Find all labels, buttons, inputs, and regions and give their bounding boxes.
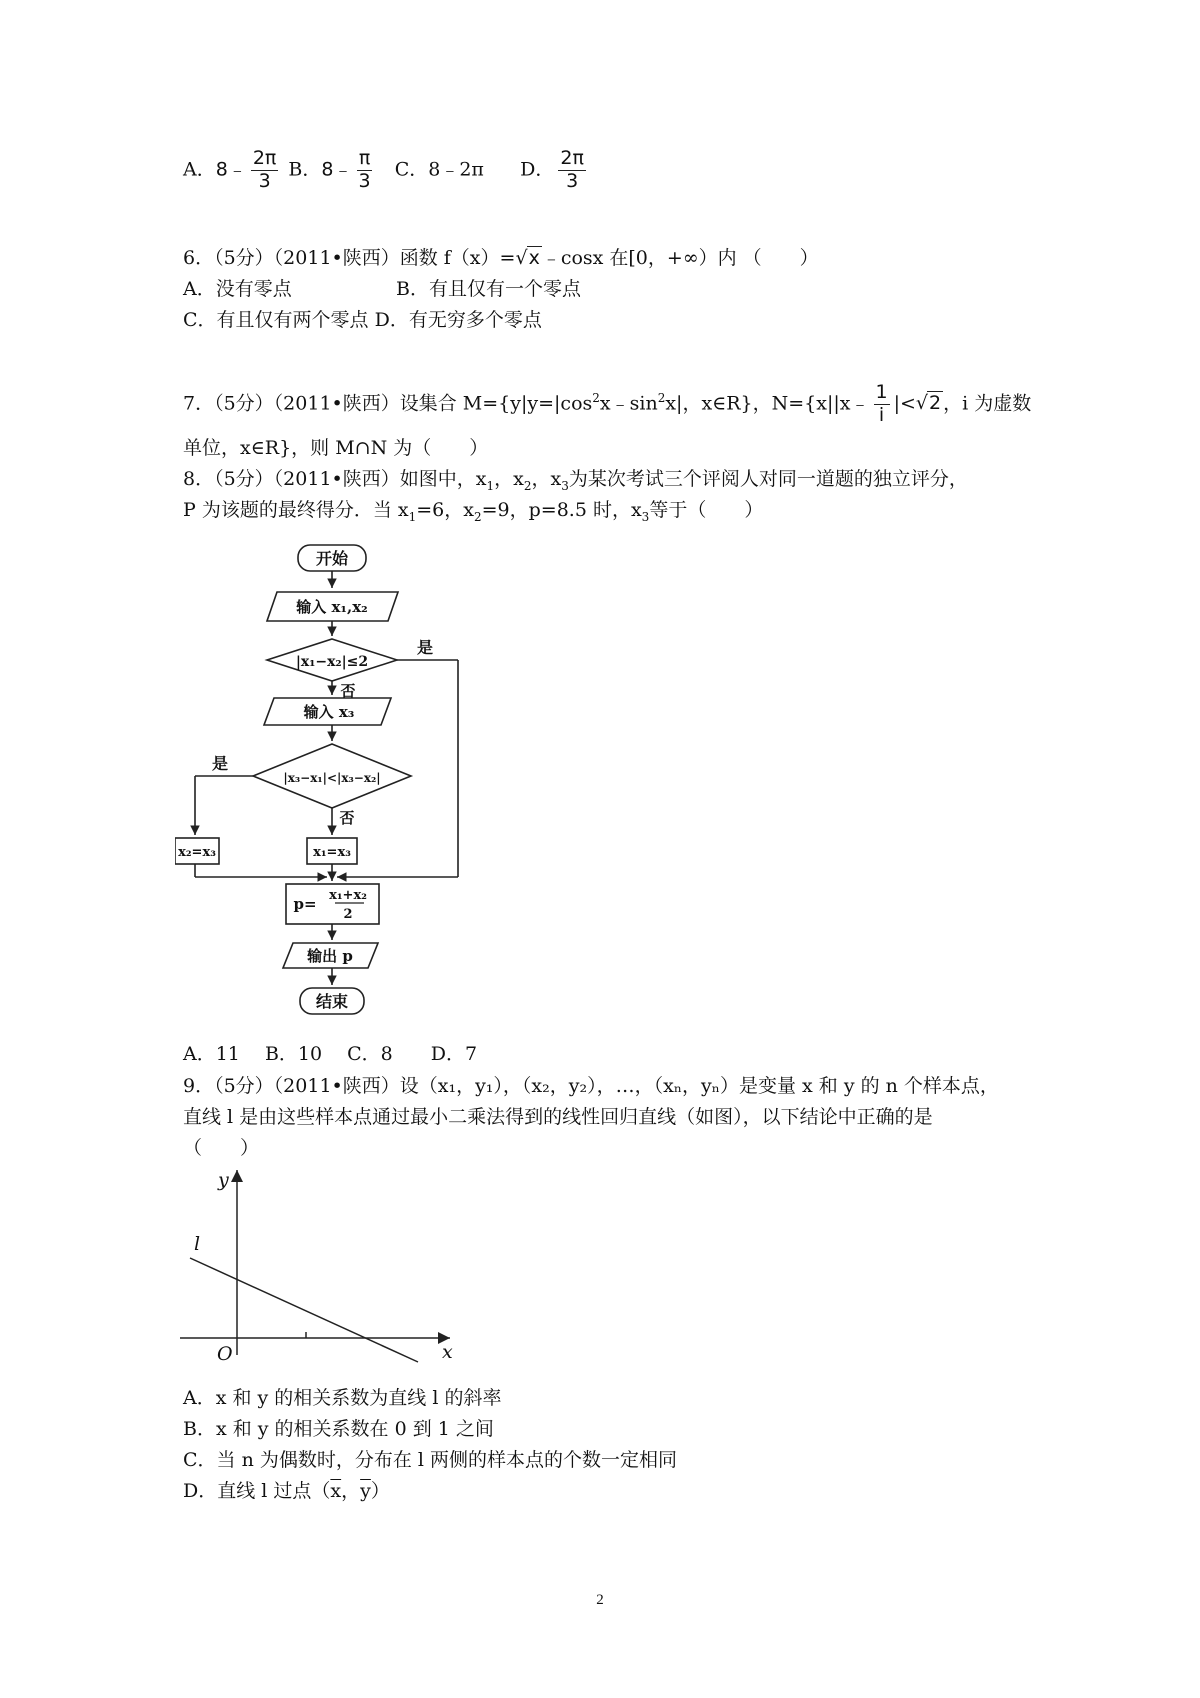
flow-p-den-text: 2 [343, 907, 353, 922]
q5-option-d-fraction: $\frac{2\pi}{3}$ [560, 147, 584, 192]
flow-end-text: 结束 [315, 992, 349, 1011]
q6-option-a: A．没有零点 [183, 278, 292, 300]
q8-stem-line2: P 为该题的最终得分．当 $x_1=6$，$x_2=9$，p=8.5 时，$x_3$等于（ ） [183, 499, 764, 524]
flow-yes2-text: 是 [211, 754, 229, 773]
q6-option-d: D．有无穷多个零点 [374, 309, 542, 331]
q5-option-d-label: D． [520, 158, 555, 181]
q6-option-c: C．有且仅有两个零点 [183, 309, 369, 331]
flow-cond1-text: |x₁−x₂|≤2 [295, 654, 369, 670]
q5-option-c: C．8﹣2π [394, 158, 484, 181]
q5-options: A．8﹣ $\frac{2\pi}{3}$ B．8﹣ $\frac{\pi}{3}$ C．8﹣2π D． $\frac{2\pi}{3}$ [183, 147, 584, 192]
q9-stem-line3: （ ） [183, 1137, 260, 1159]
flow-assign-right-text: x₁=x₃ [313, 845, 351, 860]
q6-options-row2 [183, 307, 542, 335]
q5-option-b-label: B． [288, 158, 322, 181]
q9-regression-graph [180, 1160, 470, 1375]
flow-assign-left-text: x₂=x₃ [178, 845, 216, 860]
sqrt-symbol: √2 [915, 392, 942, 415]
flow-no1-text: 否 [340, 682, 356, 700]
flow-p-label-text: p= [293, 895, 317, 913]
q6-option-b: B．有且仅有一个零点 [396, 278, 581, 300]
q7-fraction: $\frac{1}{i}$ [875, 381, 888, 426]
q5-option-a-label: A． [183, 158, 216, 181]
y-axis-label: y [218, 1169, 229, 1191]
q9-option-d: D．直线 l 过点（$\overline{x}$，$\overline{y}$） [183, 1480, 390, 1502]
flow-p-num-text: x₁+x₂ [329, 888, 367, 903]
flow-input12-text: 输入 x₁,x₂ [296, 598, 368, 616]
q5-option-b-fraction: $\frac{\pi}{3}$ [358, 147, 371, 192]
flow-start-text: 开始 [315, 549, 349, 568]
q7-stem: 7．（5分）（2011•陕西）设集合 $M=\{y|y=|\cos^2x﹣\sin^2x|$，x∈R}，N={x||x﹣ $\frac{1}{i}$ |<√2 ，i 为虚数 [183, 381, 1032, 426]
q9-option-c: C．当 n 为偶数时，分布在 l 两侧的样本点的个数一定相同 [183, 1449, 678, 1471]
y-bar: $\overline{y}$ [360, 1480, 371, 1502]
q5-option-a-lead: 8 [215, 158, 228, 181]
q9-option-a: A．x 和 y 的相关系数为直线 l 的斜率 [183, 1387, 502, 1409]
page-number: 2 [596, 1592, 604, 1608]
x-axis-label: x [442, 1341, 453, 1363]
q5-option-b-lead: 8 [321, 158, 334, 181]
q9-stem-line2: 直线 l 是由这些样本点通过最小二乘法得到的线性回归直线（如图），以下结论中正确的是 [183, 1106, 933, 1128]
q6-options-row1 [183, 276, 581, 304]
q9-option-b: B．x 和 y 的相关系数在 0 到 1 之间 [183, 1418, 494, 1440]
q8-stem-line1: 8．（5分）（2011•陕西）如图中，$x_1$，$x_2$，$x_3$为某次考试三个评阅人对同一道题的独立评分， [183, 468, 968, 493]
q5-option-a-fraction: $\frac{2\pi}{3}$ [252, 147, 277, 192]
origin-label: O [217, 1343, 233, 1365]
x-bar: $\overline{x}$ [330, 1480, 342, 1502]
line-label: l [194, 1233, 201, 1255]
sqrt-symbol: √x [515, 247, 540, 269]
flow-cond2-text: |x₃−x₁|<|x₃−x₂| [283, 771, 381, 785]
flow-input3-text: 输入 x₃ [303, 703, 355, 721]
q8-flowchart [175, 535, 475, 1025]
q8-options: A．11 B．10 C．8 D．7 [183, 1043, 478, 1065]
flow-output-text: 输出 p [307, 947, 353, 965]
flow-no2-text: 否 [339, 809, 355, 827]
q9-stem-line1: 9．（5分）（2011•陕西）设（x₁，y₁），（x₂，y₂），…，（xₙ，yₙ）是变量 x 和 y 的 n 个样本点， [183, 1075, 999, 1097]
q7-stem-line2: 单位，x∈R}，则 M∩N 为（ ） [183, 437, 489, 459]
flow-yes1-text: 是 [416, 638, 434, 657]
q6-stem: 6．（5分）（2011•陕西）函数 f（x）=√x ﹣cosx 在[0，+∞）内 （ ） [183, 245, 819, 273]
